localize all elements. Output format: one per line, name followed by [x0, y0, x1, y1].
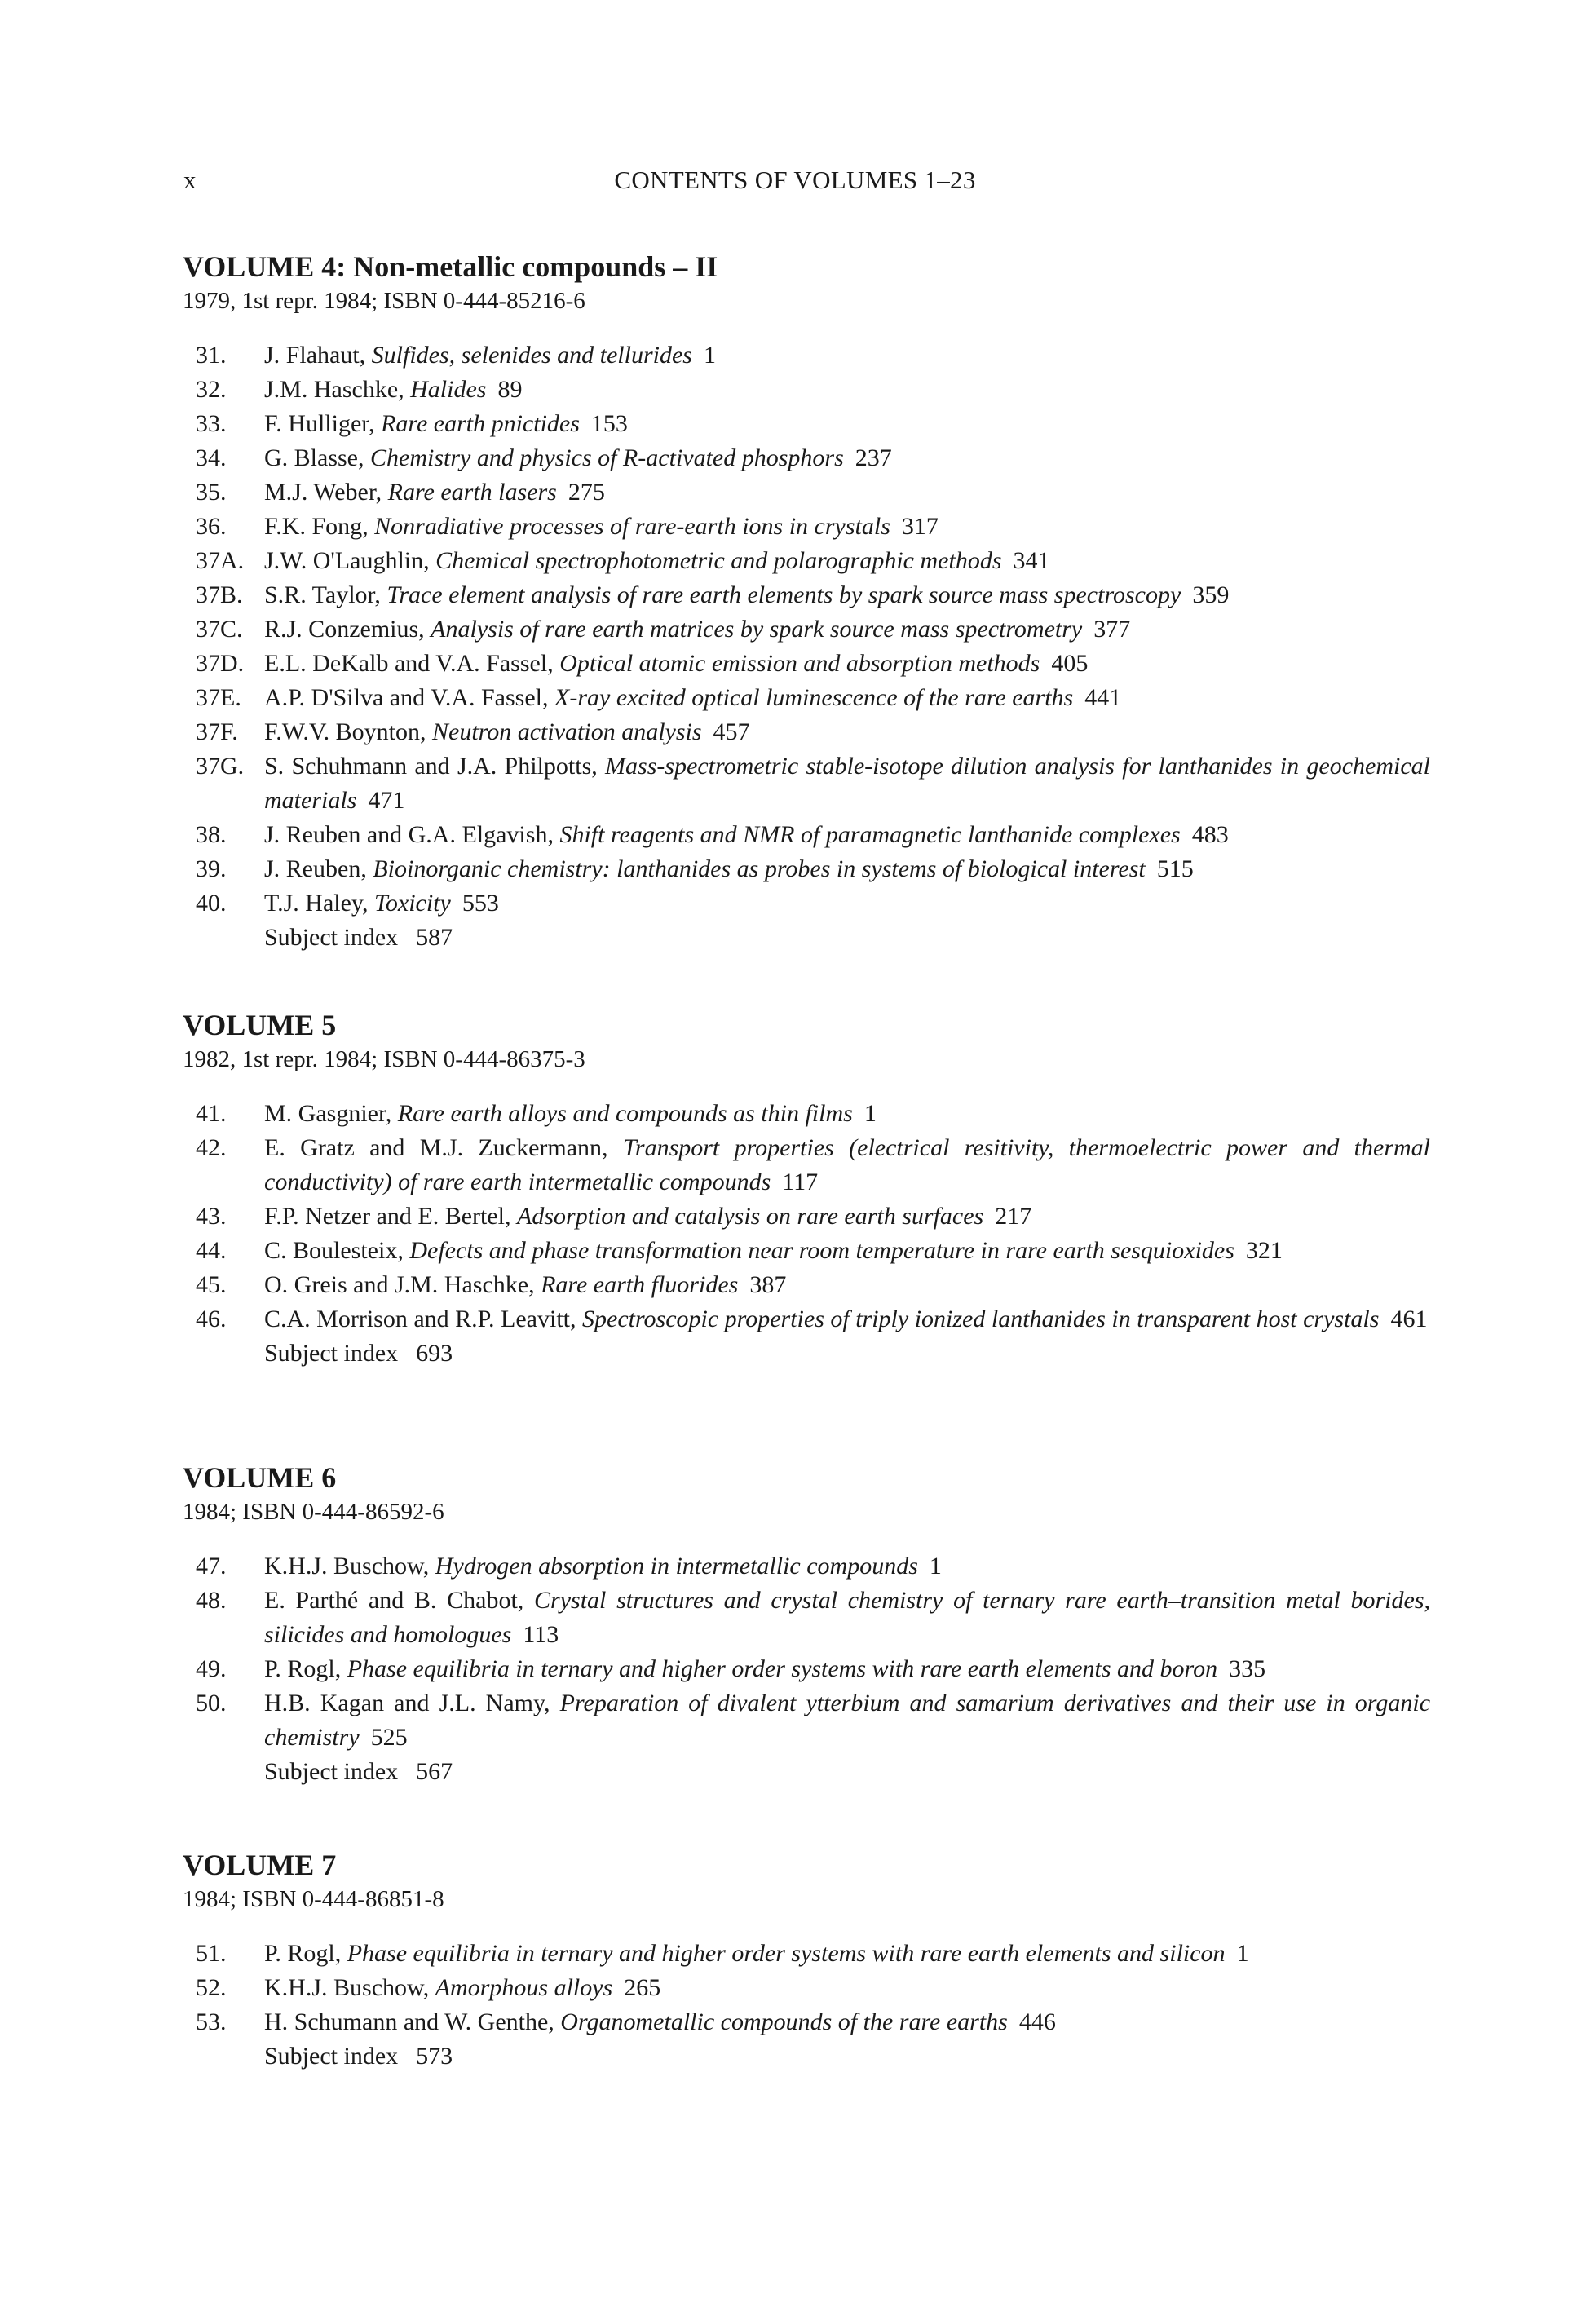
chapter-page: 117: [782, 1169, 819, 1195]
chapter-citation: [264, 1971, 1430, 2005]
chapter-entry: [183, 1234, 1430, 1268]
volume-title: VOLUME 5: [183, 1009, 337, 1041]
running-header: CONTENTS OF VOLUMES 1–23: [614, 166, 976, 194]
chapter-entry: [183, 1584, 1430, 1652]
chapter-page: 461: [1390, 1306, 1428, 1332]
chapter-number: 34.: [196, 444, 227, 471]
chapter-page: 1: [863, 1100, 877, 1127]
chapter-page: 377: [1093, 616, 1131, 643]
chapter-citation: [264, 2005, 1430, 2039]
chapter-authors: O. Greis and J.M. Haschke,: [264, 1271, 535, 1298]
chapter-entry: [183, 749, 1430, 818]
chapter-list: [183, 1549, 1430, 1789]
volume-section: [183, 1460, 1430, 1789]
subject-index-page: 587: [416, 924, 453, 951]
chapter-page: 441: [1084, 684, 1122, 711]
chapter-citation: [264, 1131, 1430, 1200]
volume-publication-info: 1984; ISBN 0-444-86851-8: [183, 1886, 444, 1912]
chapter-citation: [264, 1200, 1430, 1234]
chapter-number: 37G.: [196, 753, 245, 780]
chapter-entry: [183, 338, 1430, 373]
volume-section: [183, 1847, 1430, 2074]
chapter-authors: C.A. Morrison and R.P. Leavitt,: [264, 1306, 576, 1332]
chapter-entry: [183, 1097, 1430, 1131]
chapter-page: 217: [995, 1203, 1032, 1230]
chapter-list: [183, 338, 1430, 955]
chapter-page: 321: [1245, 1237, 1283, 1264]
chapter-citation: [264, 715, 1430, 749]
chapter-number: 37A.: [196, 547, 245, 574]
subject-index-label: Subject index: [264, 1340, 399, 1367]
chapter-entry: [183, 1937, 1430, 1971]
chapter-title: Phase equilibria in ternary and higher order systems with rare earth elements and boron: [347, 1655, 1218, 1682]
chapter-authors: F. Hulliger,: [264, 410, 375, 437]
chapter-number: 47.: [196, 1553, 227, 1580]
subject-index-label: Subject index: [264, 1758, 399, 1785]
chapter-page: 359: [1192, 581, 1230, 608]
chapter-title: X-ray excited optical luminescence of the rare earths: [554, 684, 1074, 711]
chapter-number: 51.: [196, 1940, 227, 1967]
subject-index-page: 573: [416, 2043, 453, 2070]
chapter-number: 44.: [196, 1237, 227, 1264]
chapter-title: Rare earth fluorides: [541, 1271, 739, 1298]
chapter-title: Chemistry and physics of R-activated phosphors: [370, 444, 844, 471]
chapter-title: Toxicity: [373, 890, 451, 917]
chapter-page: 1: [703, 342, 716, 369]
chapter-page: 237: [855, 444, 892, 471]
subject-index-label: Subject index: [264, 2043, 399, 2070]
chapter-entry: [183, 510, 1430, 544]
chapter-title: Analysis of rare earth matrices by spark source mass spectrometry: [431, 616, 1083, 643]
chapter-page: 89: [497, 376, 523, 403]
chapter-entry: [183, 681, 1430, 715]
chapter-title: Bioinorganic chemistry: lanthanides as probes in systems of biological interest: [373, 855, 1146, 882]
chapter-entry: [183, 1268, 1430, 1302]
chapter-authors: K.H.J. Buschow,: [264, 1974, 430, 2001]
chapter-number: 49.: [196, 1655, 227, 1682]
chapter-citation: [264, 1097, 1430, 1131]
chapter-page: 405: [1051, 650, 1089, 677]
volume-section: [183, 1007, 1430, 1371]
chapter-title: Sulfides, selenides and tellurides: [371, 342, 692, 369]
chapter-page: 113: [523, 1621, 559, 1648]
chapter-number: 39.: [196, 855, 227, 882]
chapter-number: 37C.: [196, 616, 243, 643]
chapter-entry: [183, 715, 1430, 749]
chapter-authors: F.K. Fong,: [264, 513, 369, 540]
chapter-page: 525: [370, 1724, 408, 1751]
chapter-page: 153: [590, 410, 628, 437]
chapter-authors: J.M. Haschke,: [264, 376, 404, 403]
chapter-entry: [183, 818, 1430, 852]
chapter-citation: [264, 510, 1430, 544]
chapter-number: 45.: [196, 1271, 227, 1298]
chapter-entry: [183, 2005, 1430, 2039]
indent-spacer: [183, 2039, 264, 2074]
chapter-number: 37B.: [196, 581, 243, 608]
subject-index-page: 567: [416, 1758, 453, 1785]
chapter-title: Optical atomic emission and absorption methods: [559, 650, 1040, 677]
chapter-title: Rare earth alloys and compounds as thin films: [397, 1100, 853, 1127]
chapter-entry: [183, 441, 1430, 475]
chapter-title: Crystal structures and crystal chemistry of ternary rare earth–transition metal borides, silicides and homologues: [264, 1587, 1430, 1648]
chapter-number: 40.: [196, 890, 227, 917]
chapter-authors: R.J. Conzemius,: [264, 616, 425, 643]
chapter-page: 1: [1236, 1940, 1249, 1967]
subject-index-page: 693: [416, 1340, 453, 1367]
chapter-authors: P. Rogl,: [264, 1940, 342, 1967]
chapter-authors: S.R. Taylor,: [264, 581, 381, 608]
chapter-list: [183, 1937, 1430, 2074]
chapter-number: 37F.: [196, 718, 238, 745]
chapter-number: 35.: [196, 479, 227, 506]
chapter-citation: [264, 852, 1430, 886]
indent-spacer: [183, 1337, 264, 1371]
chapter-page: 317: [901, 513, 939, 540]
chapter-authors: H.B. Kagan and J.L. Namy,: [264, 1690, 550, 1716]
chapter-citation: [264, 1549, 1430, 1584]
volume-publication-info: 1984; ISBN 0-444-86592-6: [183, 1499, 444, 1525]
indent-spacer: [183, 1755, 264, 1789]
chapter-entry: [183, 1652, 1430, 1686]
chapter-authors: G. Blasse,: [264, 444, 364, 471]
chapter-citation: [264, 681, 1430, 715]
chapter-page: 515: [1156, 855, 1194, 882]
chapter-authors: P. Rogl,: [264, 1655, 342, 1682]
chapter-title: Spectroscopic properties of triply ionized lanthanides in transparent host crystals: [582, 1306, 1380, 1332]
chapter-page: 341: [1013, 547, 1050, 574]
chapter-entry: [183, 1302, 1430, 1337]
chapter-title: Phase equilibria in ternary and higher order systems with rare earth elements and silicon: [347, 1940, 1226, 1967]
chapter-citation: [264, 1268, 1430, 1302]
chapter-title: Amorphous alloys: [435, 1974, 613, 2001]
chapter-number: 48.: [196, 1587, 227, 1614]
volume-title: VOLUME 4: Non-metallic compounds – II: [183, 250, 718, 283]
chapter-title: Adsorption and catalysis on rare earth surfaces: [517, 1203, 984, 1230]
chapter-title: Organometallic compounds of the rare earths: [560, 2008, 1008, 2035]
chapter-entry: [183, 1131, 1430, 1200]
chapter-citation: [264, 373, 1430, 407]
chapter-citation: [264, 544, 1430, 578]
chapter-number: 41.: [196, 1100, 227, 1127]
chapter-authors: S. Schuhmann and J.A. Philpotts,: [264, 753, 598, 780]
chapter-entry: [183, 647, 1430, 681]
chapter-number: 50.: [196, 1690, 227, 1716]
chapter-entry: [183, 852, 1430, 886]
volume-publication-info: 1982, 1st repr. 1984; ISBN 0-444-86375-3: [183, 1046, 585, 1072]
chapter-number: 31.: [196, 342, 227, 369]
chapter-title: Chemical spectrophotometric and polarographic methods: [435, 547, 1002, 574]
chapter-citation: [264, 612, 1430, 647]
chapter-citation: [264, 407, 1430, 441]
page-number: x: [183, 166, 197, 194]
chapter-citation: [264, 818, 1430, 852]
chapter-citation: [264, 1584, 1430, 1652]
chapter-authors: K.H.J. Buschow,: [264, 1553, 430, 1580]
chapter-title: Preparation of divalent ytterbium and samarium derivatives and their use in organic chemistry: [264, 1690, 1431, 1751]
chapter-entry: [183, 1200, 1430, 1234]
chapter-page: 1: [929, 1553, 942, 1580]
chapter-authors: F.W.V. Boynton,: [264, 718, 426, 745]
chapter-authors: F.P. Netzer and E. Bertel,: [264, 1203, 511, 1230]
chapter-title: Hydrogen absorption in intermetallic compounds: [435, 1553, 918, 1580]
chapter-citation: [264, 338, 1430, 373]
chapter-authors: H. Schumann and W. Genthe,: [264, 2008, 554, 2035]
chapter-entry: [183, 544, 1430, 578]
chapter-title: Mass-spectrometric stable-isotope dilution analysis for lanthanides in geochemical materials: [264, 753, 1430, 814]
chapter-page: 446: [1018, 2008, 1056, 2035]
chapter-number: 43.: [196, 1203, 227, 1230]
chapter-citation: [264, 1652, 1430, 1686]
chapter-title: Nonradiative processes of rare-earth ions in crystals: [374, 513, 890, 540]
chapter-number: 38.: [196, 821, 227, 848]
chapter-authors: E. Gratz and M.J. Zuckermann,: [264, 1134, 608, 1161]
chapter-page: 471: [368, 787, 405, 814]
chapter-title: Shift reagents and NMR of paramagnetic lanthanide complexes: [559, 821, 1181, 848]
chapter-authors: A.P. D'Silva and V.A. Fassel,: [264, 684, 549, 711]
chapter-list: [183, 1097, 1430, 1371]
chapter-title: Trace element analysis of rare earth elements by spark source mass spectroscopy: [386, 581, 1181, 608]
chapter-number: 32.: [196, 376, 227, 403]
chapter-authors: E. Parthé and B. Chabot,: [264, 1587, 524, 1614]
chapter-authors: J. Flahaut,: [264, 342, 366, 369]
chapter-entry: [183, 475, 1430, 510]
chapter-authors: J.W. O'Laughlin,: [264, 547, 430, 574]
chapter-number: 36.: [196, 513, 227, 540]
chapter-entry: [183, 373, 1430, 407]
chapter-citation: [264, 1937, 1430, 1971]
chapter-title: Rare earth lasers: [387, 479, 557, 506]
chapter-title: Halides: [410, 376, 487, 403]
chapter-authors: C. Boulesteix,: [264, 1237, 404, 1264]
chapter-authors: M.J. Weber,: [264, 479, 382, 506]
chapter-number: 46.: [196, 1306, 227, 1332]
chapter-authors: M. Gasgnier,: [264, 1100, 392, 1127]
chapter-number: 37E.: [196, 684, 241, 711]
indent-spacer: [183, 921, 264, 955]
chapter-citation: [264, 1686, 1430, 1755]
chapter-entry: [183, 1971, 1430, 2005]
volume-title: VOLUME 6: [183, 1461, 337, 1494]
subject-index-label: Subject index: [264, 924, 399, 951]
chapter-page: 483: [1191, 821, 1229, 848]
chapter-entry: [183, 612, 1430, 647]
chapter-page: 457: [713, 718, 750, 745]
chapter-authors: E.L. DeKalb and V.A. Fassel,: [264, 650, 554, 677]
chapter-citation: [264, 749, 1430, 818]
chapter-citation: [264, 647, 1430, 681]
subject-index-entry: [183, 921, 1430, 955]
chapter-citation: [264, 475, 1430, 510]
chapter-entry: [183, 407, 1430, 441]
chapter-number: 42.: [196, 1134, 227, 1161]
chapter-entry: [183, 886, 1430, 921]
chapter-authors: J. Reuben and G.A. Elgavish,: [264, 821, 554, 848]
subject-index-entry: [183, 1755, 1430, 1789]
subject-index-entry: [183, 1337, 1430, 1371]
chapter-number: 52.: [196, 1974, 227, 2001]
chapter-page: 335: [1229, 1655, 1266, 1682]
chapter-number: 33.: [196, 410, 227, 437]
chapter-citation: [264, 1234, 1430, 1268]
chapter-entry: [183, 578, 1430, 612]
volume-title: VOLUME 7: [183, 1849, 337, 1881]
volume-publication-info: 1979, 1st repr. 1984; ISBN 0-444-85216-6: [183, 288, 585, 314]
chapter-authors: J. Reuben,: [264, 855, 367, 882]
chapter-title: Defects and phase transformation near room temperature in rare earth sesquioxides: [409, 1237, 1234, 1264]
chapter-authors: T.J. Haley,: [264, 890, 369, 917]
volume-section: [183, 249, 1430, 955]
chapter-number: 37D.: [196, 650, 245, 677]
chapter-page: 387: [749, 1271, 787, 1298]
chapter-citation: [264, 1302, 1430, 1337]
chapter-citation: [264, 578, 1430, 612]
subject-index-entry: [183, 2039, 1430, 2074]
chapter-citation: [264, 441, 1430, 475]
chapter-number: 53.: [196, 2008, 227, 2035]
chapter-title: Neutron activation analysis: [432, 718, 702, 745]
chapter-citation: [264, 886, 1430, 921]
chapter-page: 265: [624, 1974, 661, 2001]
chapter-entry: [183, 1686, 1430, 1755]
chapter-page: 275: [568, 479, 605, 506]
chapter-page: 553: [462, 890, 499, 917]
chapter-title: Rare earth pnictides: [381, 410, 580, 437]
chapter-title: Transport properties (electrical resitivity, thermoelectric power and thermal conductivity) of rare earth intermetallic compounds: [264, 1134, 1431, 1195]
chapter-entry: [183, 1549, 1430, 1584]
